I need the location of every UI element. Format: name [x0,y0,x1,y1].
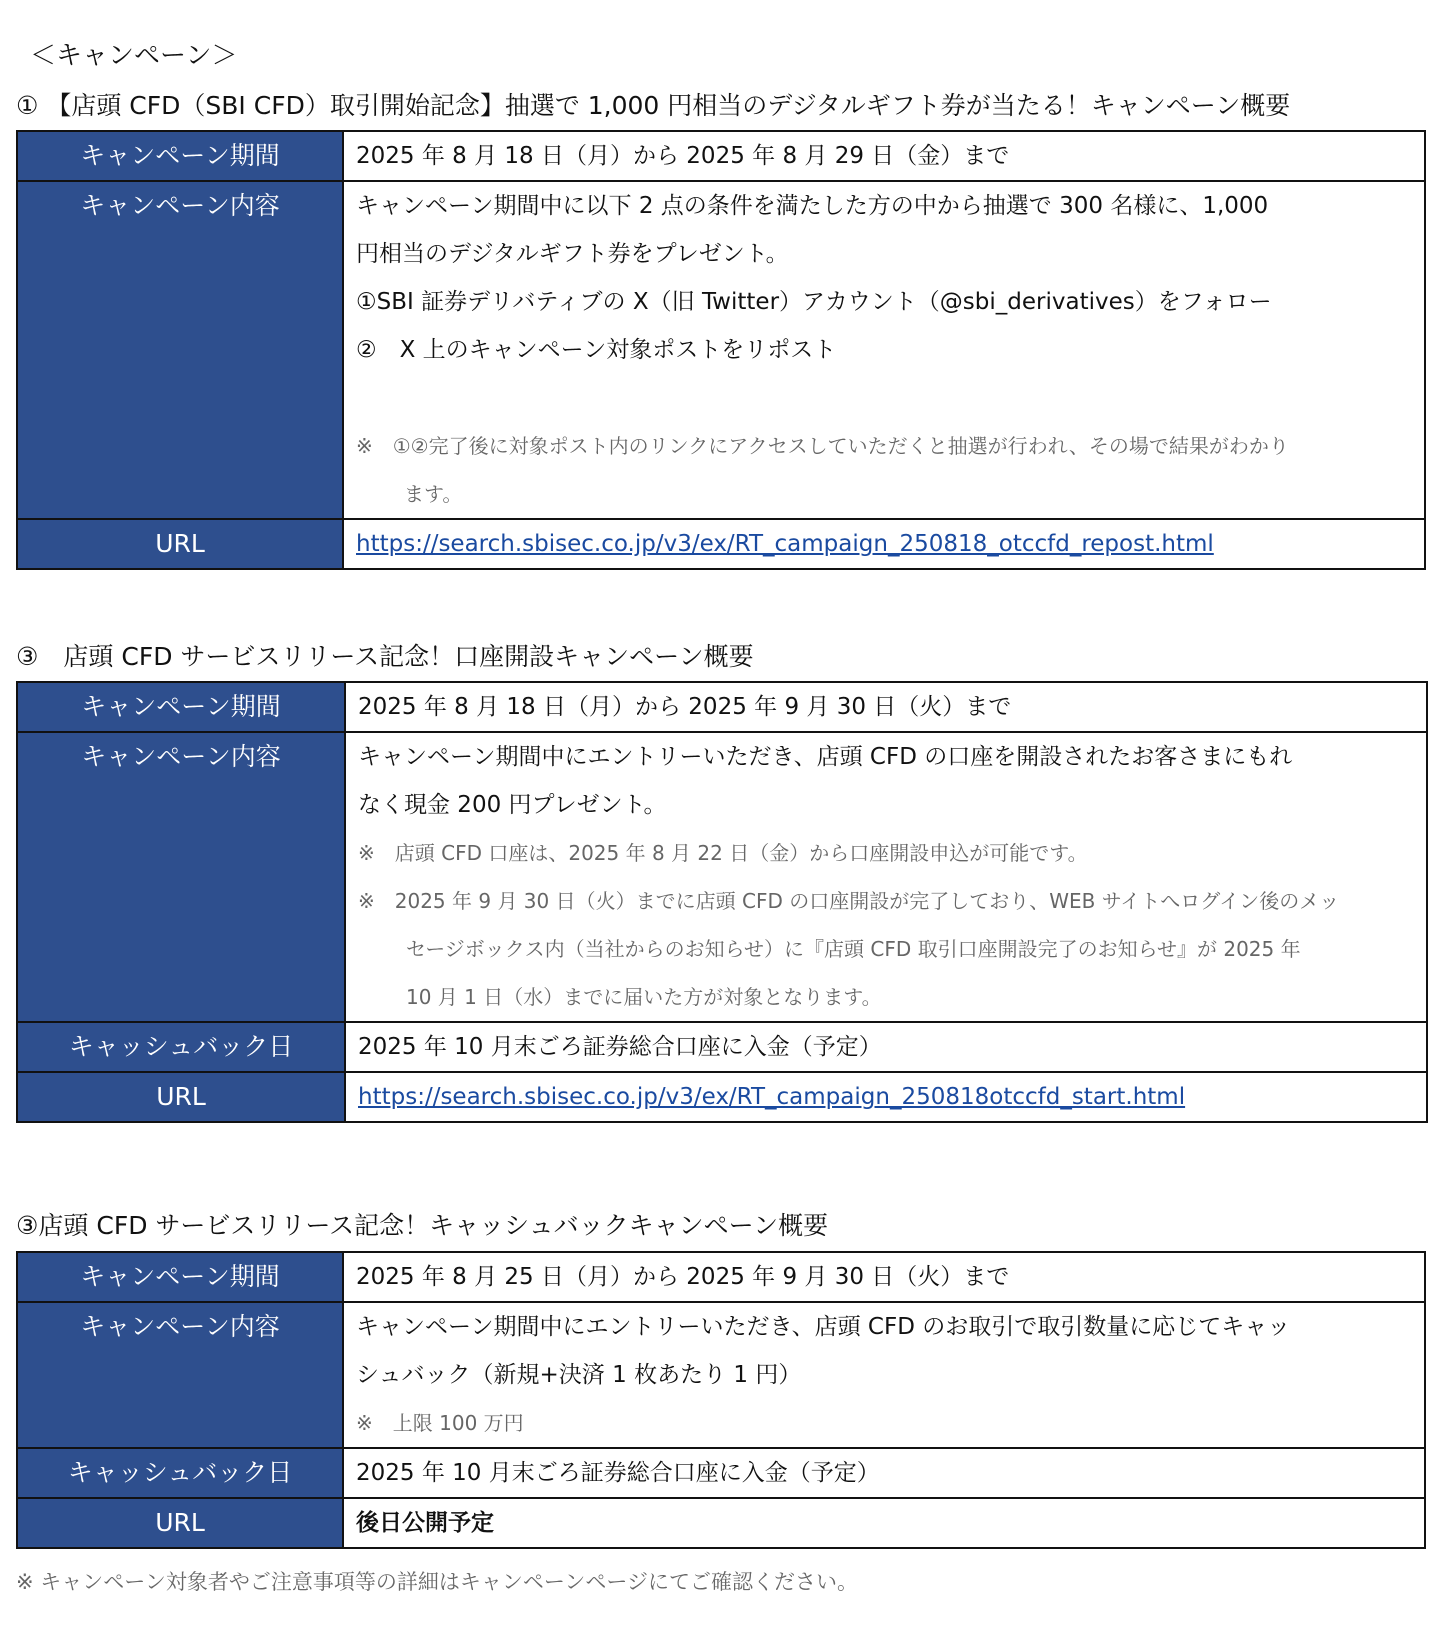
period-label: キャンペーン期間 [17,1252,343,1302]
table-row-cashback [17,1448,1425,1498]
period-value: 2025 年 8 月 25 日（月）から 2025 年 9 月 30 日（火）まで [343,1252,1425,1302]
note-line: ※ 上限 100 万円 [356,1411,524,1435]
campaign-url-link[interactable]: https://search.sbisec.co.jp/v3/ex/RT_campaign_250818_otccfd_repost.html [356,531,1214,557]
table-row-url [17,519,1425,569]
url-value [345,1072,1427,1122]
url-label: URL [17,519,343,569]
content-line: キャンペーン期間中にエントリーいただき、店頭 CFD の口座を開設されたお客さまにもれ [358,744,1293,770]
table-row-url [17,1072,1427,1122]
period-value: 2025 年 8 月 18 日（月）から 2025 年 9 月 30 日（火）まで [345,682,1427,732]
cashback-value: 2025 年 10 月末ごろ証券総合口座に入金（予定） [343,1448,1425,1498]
page-heading: ＜キャンペーン＞ [30,41,238,71]
spacer [356,374,1412,422]
period-value: 2025 年 8 月 18 日（月）から 2025 年 8 月 29 日（金）まで [343,131,1425,181]
section-title-2: ③ 店頭 CFD サービスリリース記念！口座開設キャンペーン概要 [16,642,754,671]
note-line: ※ ①②完了後に対象ポスト内のリンクにアクセスしていただくと抽選が行われ、その場で結果がわかり [356,434,1289,458]
content-label: キャンペーン内容 [17,1302,343,1448]
note-line: ます。 [404,482,463,506]
table-row-content [17,1302,1425,1448]
url-value [343,519,1425,569]
period-label: キャンペーン期間 [17,682,345,732]
table-row-period [17,131,1425,181]
table-row-url [17,1498,1425,1548]
url-label: URL [17,1072,345,1122]
period-label: キャンペーン期間 [17,131,343,181]
footer-note: ※ キャンペーン対象者やご注意事項等の詳細はキャンペーンページにてご確認ください。 [16,1570,859,1594]
url-value [343,1498,1425,1548]
content-line: なく現金 200 円プレゼント。 [358,792,667,818]
content-label: キャンペーン内容 [17,732,345,1022]
table-row-content [17,181,1425,519]
note-line: ※ 2025 年 9 月 30 日（火）までに店頭 CFD の口座開設が完了しており、WEB サイトへログイン後のメッ [358,889,1340,913]
table-row-content [17,732,1427,1022]
content-value [343,1302,1425,1448]
cashback-value: 2025 年 10 月末ごろ証券総合口座に入金（予定） [345,1022,1427,1072]
content-value [343,181,1425,519]
content-label: キャンペーン内容 [17,181,343,519]
url-label: URL [17,1498,343,1548]
campaign-url-link[interactable]: https://search.sbisec.co.jp/v3/ex/RT_campaign_250818otccfd_start.html [358,1084,1186,1110]
campaign-table-1 [16,130,1426,570]
content-line: 円相当のデジタルギフト券をプレゼント。 [356,241,789,267]
campaign-table-3 [16,1251,1426,1549]
content-line: ①SBI 証券デリバティブの X（旧 Twitter）アカウント（@sbi_derivatives）をフォロー [356,289,1272,315]
campaign-table-2 [16,681,1428,1123]
cashback-label: キャッシュバック日 [17,1448,343,1498]
content-line: キャンペーン期間中に以下 2 点の条件を満たした方の中から抽選で 300 名様に、1,000 [356,193,1269,219]
section-title-3: ③店頭 CFD サービスリリース記念！キャッシュバックキャンペーン概要 [16,1211,829,1240]
table-row-period [17,682,1427,732]
content-line: キャンペーン期間中にエントリーいただき、店頭 CFD のお取引で取引数量に応じてキャッ [356,1314,1291,1340]
url-pending-text: 後日公開予定 [356,1510,494,1536]
content-line: ② X 上のキャンペーン対象ポストをリポスト [356,337,837,363]
note-line: ※ 店頭 CFD 口座は、2025 年 8 月 22 日（金）から口座開設申込が可能です。 [358,841,1088,865]
content-value [345,732,1427,1022]
table-row-cashback [17,1022,1427,1072]
note-line: 10 月 1 日（水）までに届いた方が対象となります。 [406,985,882,1009]
table-row-period [17,1252,1425,1302]
note-line: セージボックス内（当社からのお知らせ）に『店頭 CFD 取引口座開設完了のお知らせ』が 2025 年 [406,937,1301,961]
content-line: シュバック（新規+決済 1 枚あたり 1 円） [356,1362,802,1388]
cashback-label: キャッシュバック日 [17,1022,345,1072]
section-title-1: ① 【店頭 CFD（SBI CFD）取引開始記念】抽選で 1,000 円相当のデジタルギフト券が当たる！キャンペーン概要 [16,91,1291,120]
